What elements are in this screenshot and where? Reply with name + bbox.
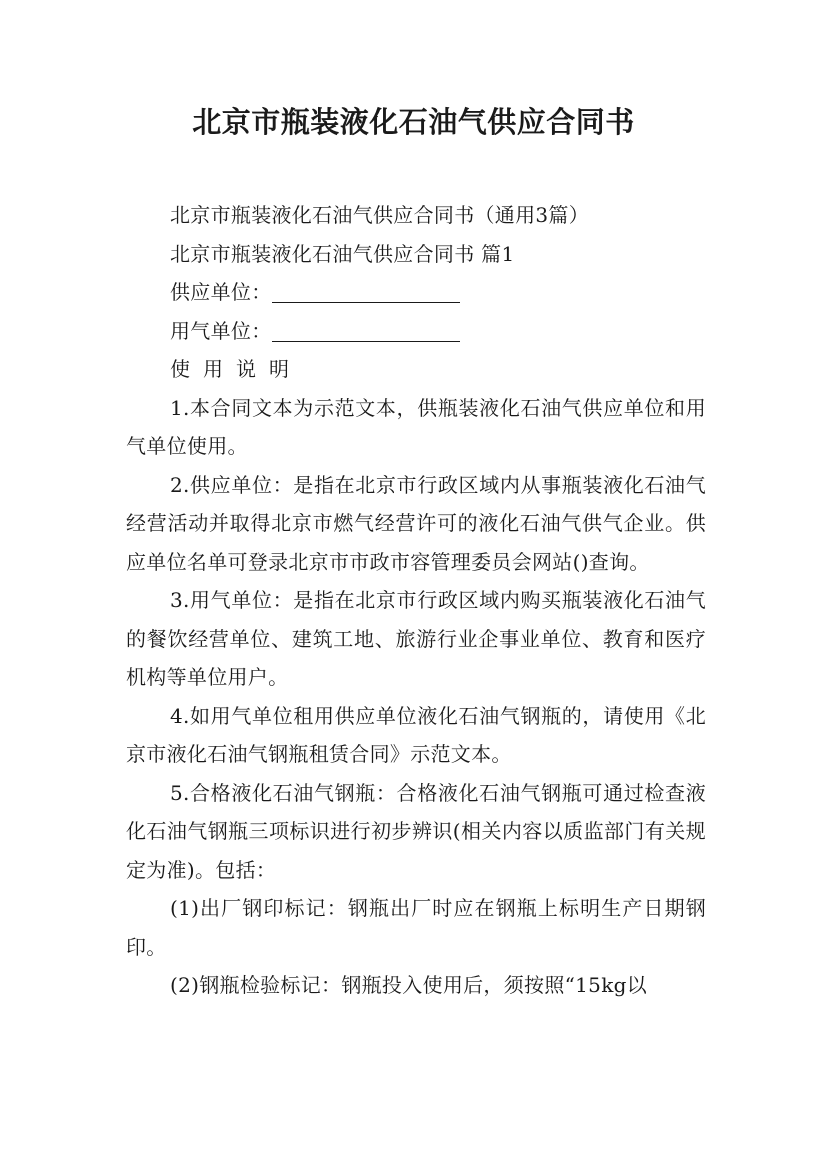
- user-line: [126, 312, 706, 351]
- paragraph-3: 3.用气单位：是指在北京市行政区域内购买瓶装液化石油气的餐饮经营单位、建筑工地、旅游行业企事业单位、教育和医疗机构等单位用户。: [126, 588, 706, 689]
- user-label: 用气单位：: [170, 318, 272, 343]
- paragraph-5-item-2: (2)钢瓶检验标记：钢瓶投入使用后，须按照“15kg以: [170, 973, 648, 997]
- document-body: [126, 196, 706, 1005]
- usage-heading: 使用说明: [170, 357, 302, 381]
- document-subtitle: 北京市瓶装液化石油气供应合同书（通用3篇）: [170, 203, 590, 227]
- paragraph-5: 5.合格液化石油气钢瓶：合格液化石油气钢瓶可通过检查液化石油气钢瓶三项标识进行初步辨识(相关内容以质监部门有关规定为准)。包括：: [126, 780, 706, 882]
- chapter-heading: 北京市瓶装液化石油气供应合同书 篇1: [170, 241, 515, 266]
- paragraph-4: 4.如用气单位租用供应单位液化石油气钢瓶的，请使用《北京市液化石油气钢瓶租赁合同》示范文本。: [126, 703, 706, 766]
- paragraph-5-item-1: (1)出厂钢印标记：钢瓶出厂时应在钢瓶上标明生产日期钢印。: [126, 896, 706, 959]
- paragraph-2: 2.供应单位：是指在北京市行政区域内从事瓶装液化石油气经营活动并取得北京市燃气经营许可的液化石油气供气企业。供应单位名单可登录北京市市政市容管理委员会网站()查询。: [126, 472, 706, 574]
- supplier-label: 供应单位：: [170, 280, 272, 304]
- paragraph-1: 1.本合同文本为示范文本，供瓶装液化石油气供应单位和用气单位使用。: [126, 395, 706, 458]
- supplier-line: [126, 273, 706, 312]
- supplier-blank: [272, 278, 460, 303]
- user-blank: [272, 317, 460, 342]
- document-title: 北京市瓶装液化石油气供应合同书: [192, 105, 635, 139]
